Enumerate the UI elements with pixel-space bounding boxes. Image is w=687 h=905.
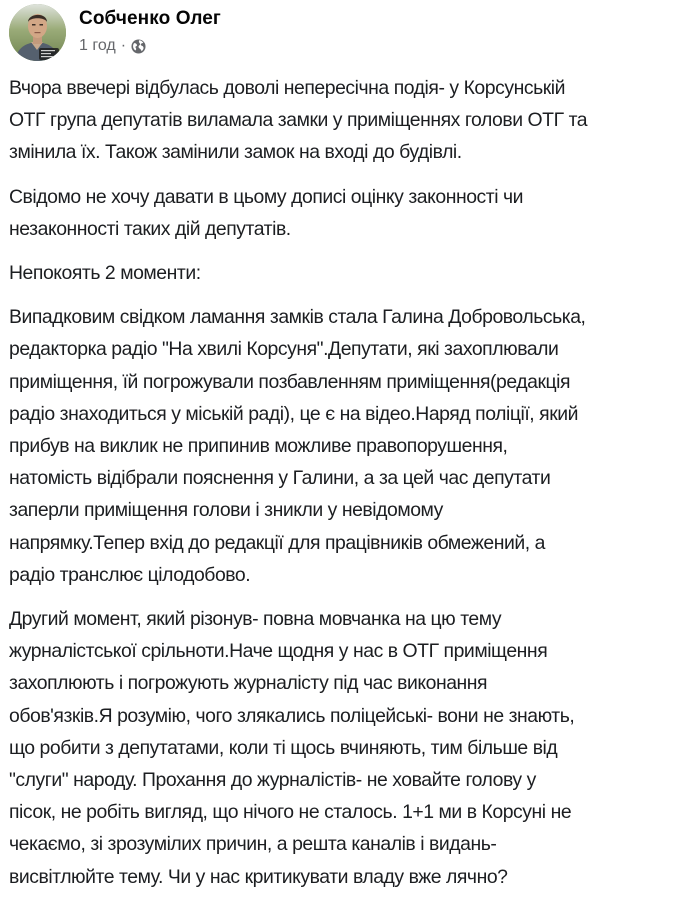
- text-line: обов'язків.Я розумію, чого злякались поліцейські- вони не знають,: [9, 704, 575, 727]
- text-line: "слуги" народу. Прохання до журналістів- не ховайте голову у: [9, 769, 536, 792]
- text-line: Вчора ввечері відбулась доволі непересічна подія- у Корсунській: [9, 77, 565, 99]
- text-line: заперли приміщення голови і зникли у невідомому: [9, 499, 443, 522]
- text-line: радіо транслює цілодобово.: [9, 563, 251, 586]
- text-line: захоплюють і погрожують журналісту під час виконання: [9, 672, 488, 695]
- text-line: радіо знаходиться у міській раді), це є на відео.Наряд поліції, який: [9, 402, 579, 425]
- header-text: [79, 7, 221, 56]
- text-line: змінила їх. Також замінили замок на вході до будівлі.: [9, 141, 462, 164]
- paragraph-2: [9, 181, 681, 245]
- text-line: ОТГ група депутатів виламала замки у приміщеннях голови ОТГ та: [9, 109, 588, 132]
- text-line: прибув на виклик не припинив можливе правопорушення,: [9, 435, 508, 458]
- text-line: напрямку.Тепер вхід до редакції для працівників обмежений, а: [9, 531, 545, 554]
- text-line: пісок, не робіть вигляд, що нічого не сталось. 1+1 ми в Корсуні не: [9, 801, 572, 824]
- profile-photo-icon: [9, 4, 66, 61]
- text-line: Випадковим свідком ламання замків стала Галина Добровольська,: [9, 306, 586, 329]
- paragraph-3: [9, 257, 681, 289]
- post-timestamp[interactable]: 1 год: [79, 37, 116, 54]
- meta-separator: ·: [120, 37, 127, 54]
- globe-icon[interactable]: [131, 39, 146, 54]
- text-line: чекаємо, зі зрозумілих причин, а решта каналів і видань-: [9, 833, 497, 856]
- text-line: редакторка радіо "На хвилі Корсуня".Депутати, які захоплювали: [9, 338, 559, 361]
- post-meta: [79, 36, 221, 56]
- paragraph-5: [9, 603, 681, 893]
- author-avatar[interactable]: [9, 4, 66, 61]
- text-line: журналістської срільноти.Наче щодня у нас в ОТГ приміщення: [9, 640, 548, 663]
- text-line: Другий момент, який різонув- повна мовчанка на цю тему: [9, 608, 502, 631]
- text-line: Непокоять 2 моменти:: [9, 262, 201, 285]
- paragraph-1: [9, 72, 681, 169]
- text-line: незаконності таких дій депутатів.: [9, 217, 291, 240]
- paragraph-4: [9, 301, 681, 591]
- text-line: приміщення, їй погрожували позбавленням приміщення(редакція: [9, 370, 571, 393]
- author-name-link[interactable]: Собченко Олег: [79, 8, 221, 29]
- text-line: висвітлюйте тему. Чи у нас критикувати владу вже лячно?: [9, 865, 508, 888]
- post-text: [9, 72, 681, 905]
- post-header: [9, 4, 221, 61]
- text-line: що робити з депутатами, коли ті щось вчиняють, тим більше від: [9, 736, 558, 759]
- text-line: Свідомо не хочу давати в цьому дописі оцінку законності чи: [9, 185, 524, 208]
- text-line: натомість відібрали пояснення у Галини, а за цей час депутати: [9, 467, 551, 490]
